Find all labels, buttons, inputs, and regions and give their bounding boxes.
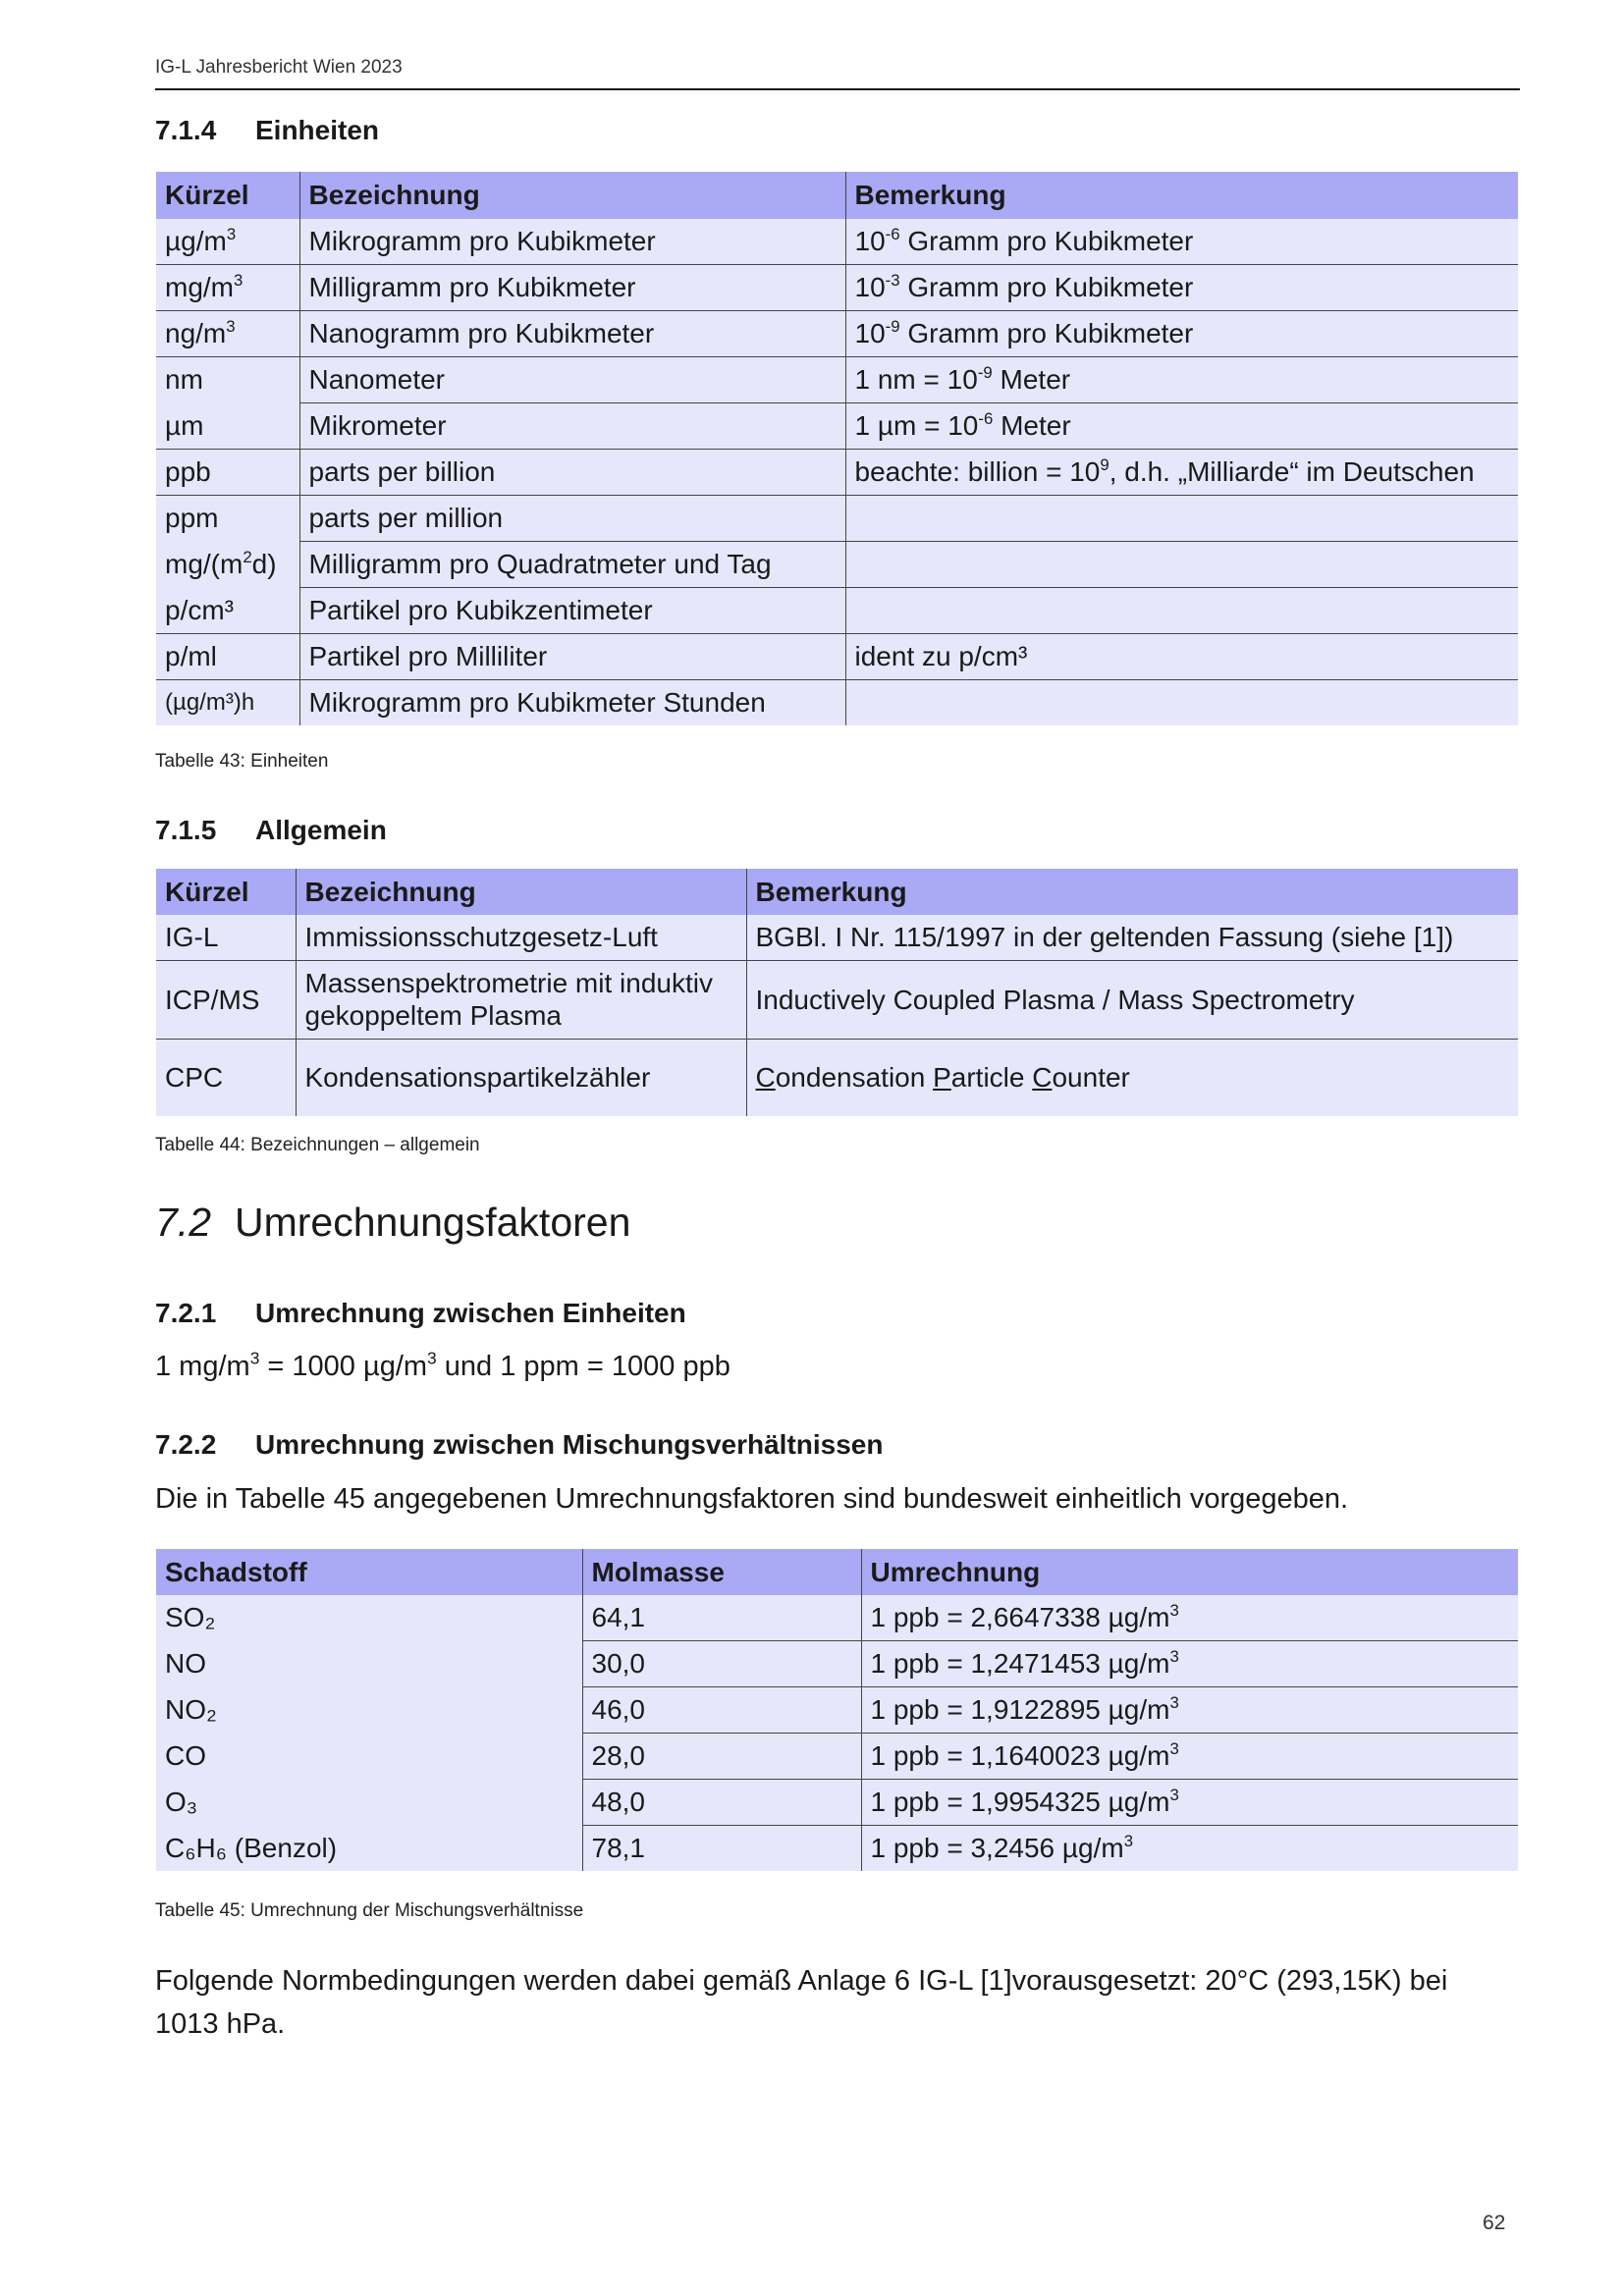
conversion-factor: 1 ppb = 1,1640023 $\mu g/m^3$	[861, 1734, 1518, 1780]
unit-note: beachte: billion = $10^9$, d.h. „Milliarde“ im Deutschen	[845, 450, 1518, 496]
column-header: Schadstoff	[156, 1549, 582, 1595]
section-heading-7-2	[155, 1200, 630, 1246]
units-table	[156, 172, 1518, 725]
table-row	[156, 311, 1518, 357]
column-header: Bezeichnung	[299, 172, 845, 219]
general-name: Kondensationspartikelzähler	[296, 1040, 746, 1116]
unit-note: $10^{-3}$ Gramm pro Kubikmeter	[845, 265, 1518, 311]
molar-mass: 28,0	[582, 1734, 861, 1780]
section-title: Umrechnung zwischen Mischungsverhältnissen	[255, 1429, 884, 1460]
page-header: IG-L Jahresbericht Wien 2023	[155, 57, 1520, 90]
general-note: Inductively Coupled Plasma / Mass Spectrometry	[746, 961, 1518, 1040]
section-title: Umrechnungsfaktoren	[235, 1200, 631, 1245]
substance: NO	[156, 1641, 582, 1687]
unit-abbr: ppm	[156, 496, 299, 542]
paragraph-mixing-ratio: Die in Tabelle 45 angegebenen Umrechnungsfaktoren sind bundesweit einheitlich vorgegeben.	[155, 1483, 1349, 1515]
conversion-table	[156, 1549, 1518, 1871]
section-number: 7.1.4	[155, 115, 217, 145]
unit-name: Milligramm pro Kubikmeter	[299, 265, 845, 311]
unit-abbr: ppb	[156, 450, 299, 496]
molar-mass: 64,1	[582, 1595, 861, 1641]
general-name: Massenspektrometrie mit induktiv gekoppeltem Plasma	[296, 961, 746, 1040]
table-row	[156, 1040, 1518, 1116]
substance: CO	[156, 1734, 582, 1780]
section-title: Allgemein	[255, 815, 387, 845]
table-row	[156, 1826, 1518, 1872]
table-row	[156, 634, 1518, 680]
table-caption: Tabelle 45: Umrechnung der Mischungsverhältnisse	[155, 1900, 584, 1921]
paragraph-unit-conversion: 1 $mg/m^3 = 1000$ $\mu g/m^3$ und 1 ppm = 1000 ppb	[155, 1348, 730, 1382]
section-title: Einheiten	[255, 115, 380, 145]
section-number: 7.1.5	[155, 815, 217, 845]
unit-note	[845, 542, 1518, 588]
substance: O₃	[156, 1780, 582, 1826]
column-header: Bemerkung	[845, 172, 1518, 219]
unit-note	[845, 588, 1518, 634]
table-row	[156, 1780, 1518, 1826]
section-heading-7-2-1	[155, 1298, 686, 1329]
page-number: 62	[1483, 2212, 1506, 2234]
unit-note: 1 nm = $10^{-9}$ Meter	[845, 357, 1518, 403]
table-row	[156, 961, 1518, 1040]
section-number: 7.2.1	[155, 1298, 217, 1328]
general-note: BGBl. I Nr. 115/1997 in der geltenden Fassung (siehe [1])	[746, 915, 1518, 961]
conversion-factor: 1 ppb = 1,2471453 $\mu g/m^3$	[861, 1641, 1518, 1687]
substance: SO₂	[156, 1595, 582, 1641]
substance: C₆H₆ (Benzol)	[156, 1826, 582, 1872]
conversion-factor: 1 ppb = 3,2456 $\mu g/m^3$	[861, 1826, 1518, 1872]
unit-name: Partikel pro Milliliter	[299, 634, 845, 680]
section-number: 7.2	[155, 1200, 211, 1245]
table-row	[156, 915, 1518, 961]
unit-note	[845, 680, 1518, 726]
table-caption: Tabelle 44: Bezeichnungen – allgemein	[155, 1135, 480, 1155]
table-row	[156, 496, 1518, 542]
molar-mass: 48,0	[582, 1780, 861, 1826]
unit-abbr: $mg/m^3$	[156, 265, 299, 311]
section-heading-7-1-4	[155, 115, 379, 146]
column-header: Umrechnung	[861, 1549, 1518, 1595]
unit-name: parts per million	[299, 496, 845, 542]
conversion-factor: 1 ppb = 1,9122895 $\mu g/m^3$	[861, 1687, 1518, 1734]
conversion-factor: 1 ppb = 1,9954325 $\mu g/m^3$	[861, 1780, 1518, 1826]
paragraph-standard-conditions: Folgende Normbedingungen werden dabei gemäß Anlage 6 IG-L [1]vorausgesetzt: 20°C (293,15K) bei 1013 hPa.	[155, 1965, 1448, 2040]
unit-note: $10^{-9}$ Gramm pro Kubikmeter	[845, 311, 1518, 357]
unit-name: Mikrogramm pro Kubikmeter	[299, 219, 845, 265]
unit-note	[845, 496, 1518, 542]
table-row	[156, 588, 1518, 634]
table-row	[156, 1641, 1518, 1687]
conversion-factor: 1 ppb = 2,6647338 $\mu g/m^3$	[861, 1595, 1518, 1641]
table-row	[156, 265, 1518, 311]
unit-abbr: µm	[156, 403, 299, 450]
general-abbr: CPC	[156, 1040, 296, 1116]
molar-mass: 78,1	[582, 1826, 861, 1872]
table-row	[156, 450, 1518, 496]
unit-name: Nanometer	[299, 357, 845, 403]
unit-name: Nanogramm pro Kubikmeter	[299, 311, 845, 357]
molar-mass: 46,0	[582, 1687, 861, 1734]
table-row	[156, 219, 1518, 265]
unit-name: Milligramm pro Quadratmeter und Tag	[299, 542, 845, 588]
section-heading-7-1-5	[155, 815, 387, 846]
general-name: Immissionsschutzgesetz-Luft	[296, 915, 746, 961]
general-abbr: IG-L	[156, 915, 296, 961]
table-row	[156, 1734, 1518, 1780]
column-header: Molmasse	[582, 1549, 861, 1595]
table-caption: Tabelle 43: Einheiten	[155, 751, 329, 772]
substance: NO₂	[156, 1687, 582, 1734]
unit-abbr: $ng/m^3$	[156, 311, 299, 357]
table-row	[156, 542, 1518, 588]
section-heading-7-2-2	[155, 1429, 883, 1461]
unit-note: $10^{-6}$ Gramm pro Kubikmeter	[845, 219, 1518, 265]
unit-note: ident zu p/cm³	[845, 634, 1518, 680]
unit-abbr: $\mu g/m^3$	[156, 219, 299, 265]
unit-name: Partikel pro Kubikzentimeter	[299, 588, 845, 634]
unit-abbr: p/ml	[156, 634, 299, 680]
unit-abbr: p/cm³	[156, 588, 299, 634]
unit-name: parts per billion	[299, 450, 845, 496]
table-row	[156, 1595, 1518, 1641]
column-header: Kürzel	[156, 869, 296, 915]
unit-note: 1 $\mu m = 10^{-6}$ Meter	[845, 403, 1518, 450]
unit-name: Mikrometer	[299, 403, 845, 450]
table-row	[156, 403, 1518, 450]
unit-name: Mikrogramm pro Kubikmeter Stunden	[299, 680, 845, 726]
column-header: Bezeichnung	[296, 869, 746, 915]
general-table	[156, 869, 1518, 1116]
table-row	[156, 680, 1518, 726]
general-note: Condensation Particle Counter	[746, 1040, 1518, 1116]
section-title: Umrechnung zwischen Einheiten	[255, 1298, 686, 1328]
section-number: 7.2.2	[155, 1429, 217, 1460]
general-abbr: ICP/MS	[156, 961, 296, 1040]
column-header: Kürzel	[156, 172, 299, 219]
unit-abbr: nm	[156, 357, 299, 403]
table-row	[156, 1687, 1518, 1734]
molar-mass: 30,0	[582, 1641, 861, 1687]
unit-abbr: (µg/m³)h	[156, 680, 299, 726]
table-row	[156, 357, 1518, 403]
column-header: Bemerkung	[746, 869, 1518, 915]
unit-abbr: $mg/(m^2d)$	[156, 542, 299, 588]
